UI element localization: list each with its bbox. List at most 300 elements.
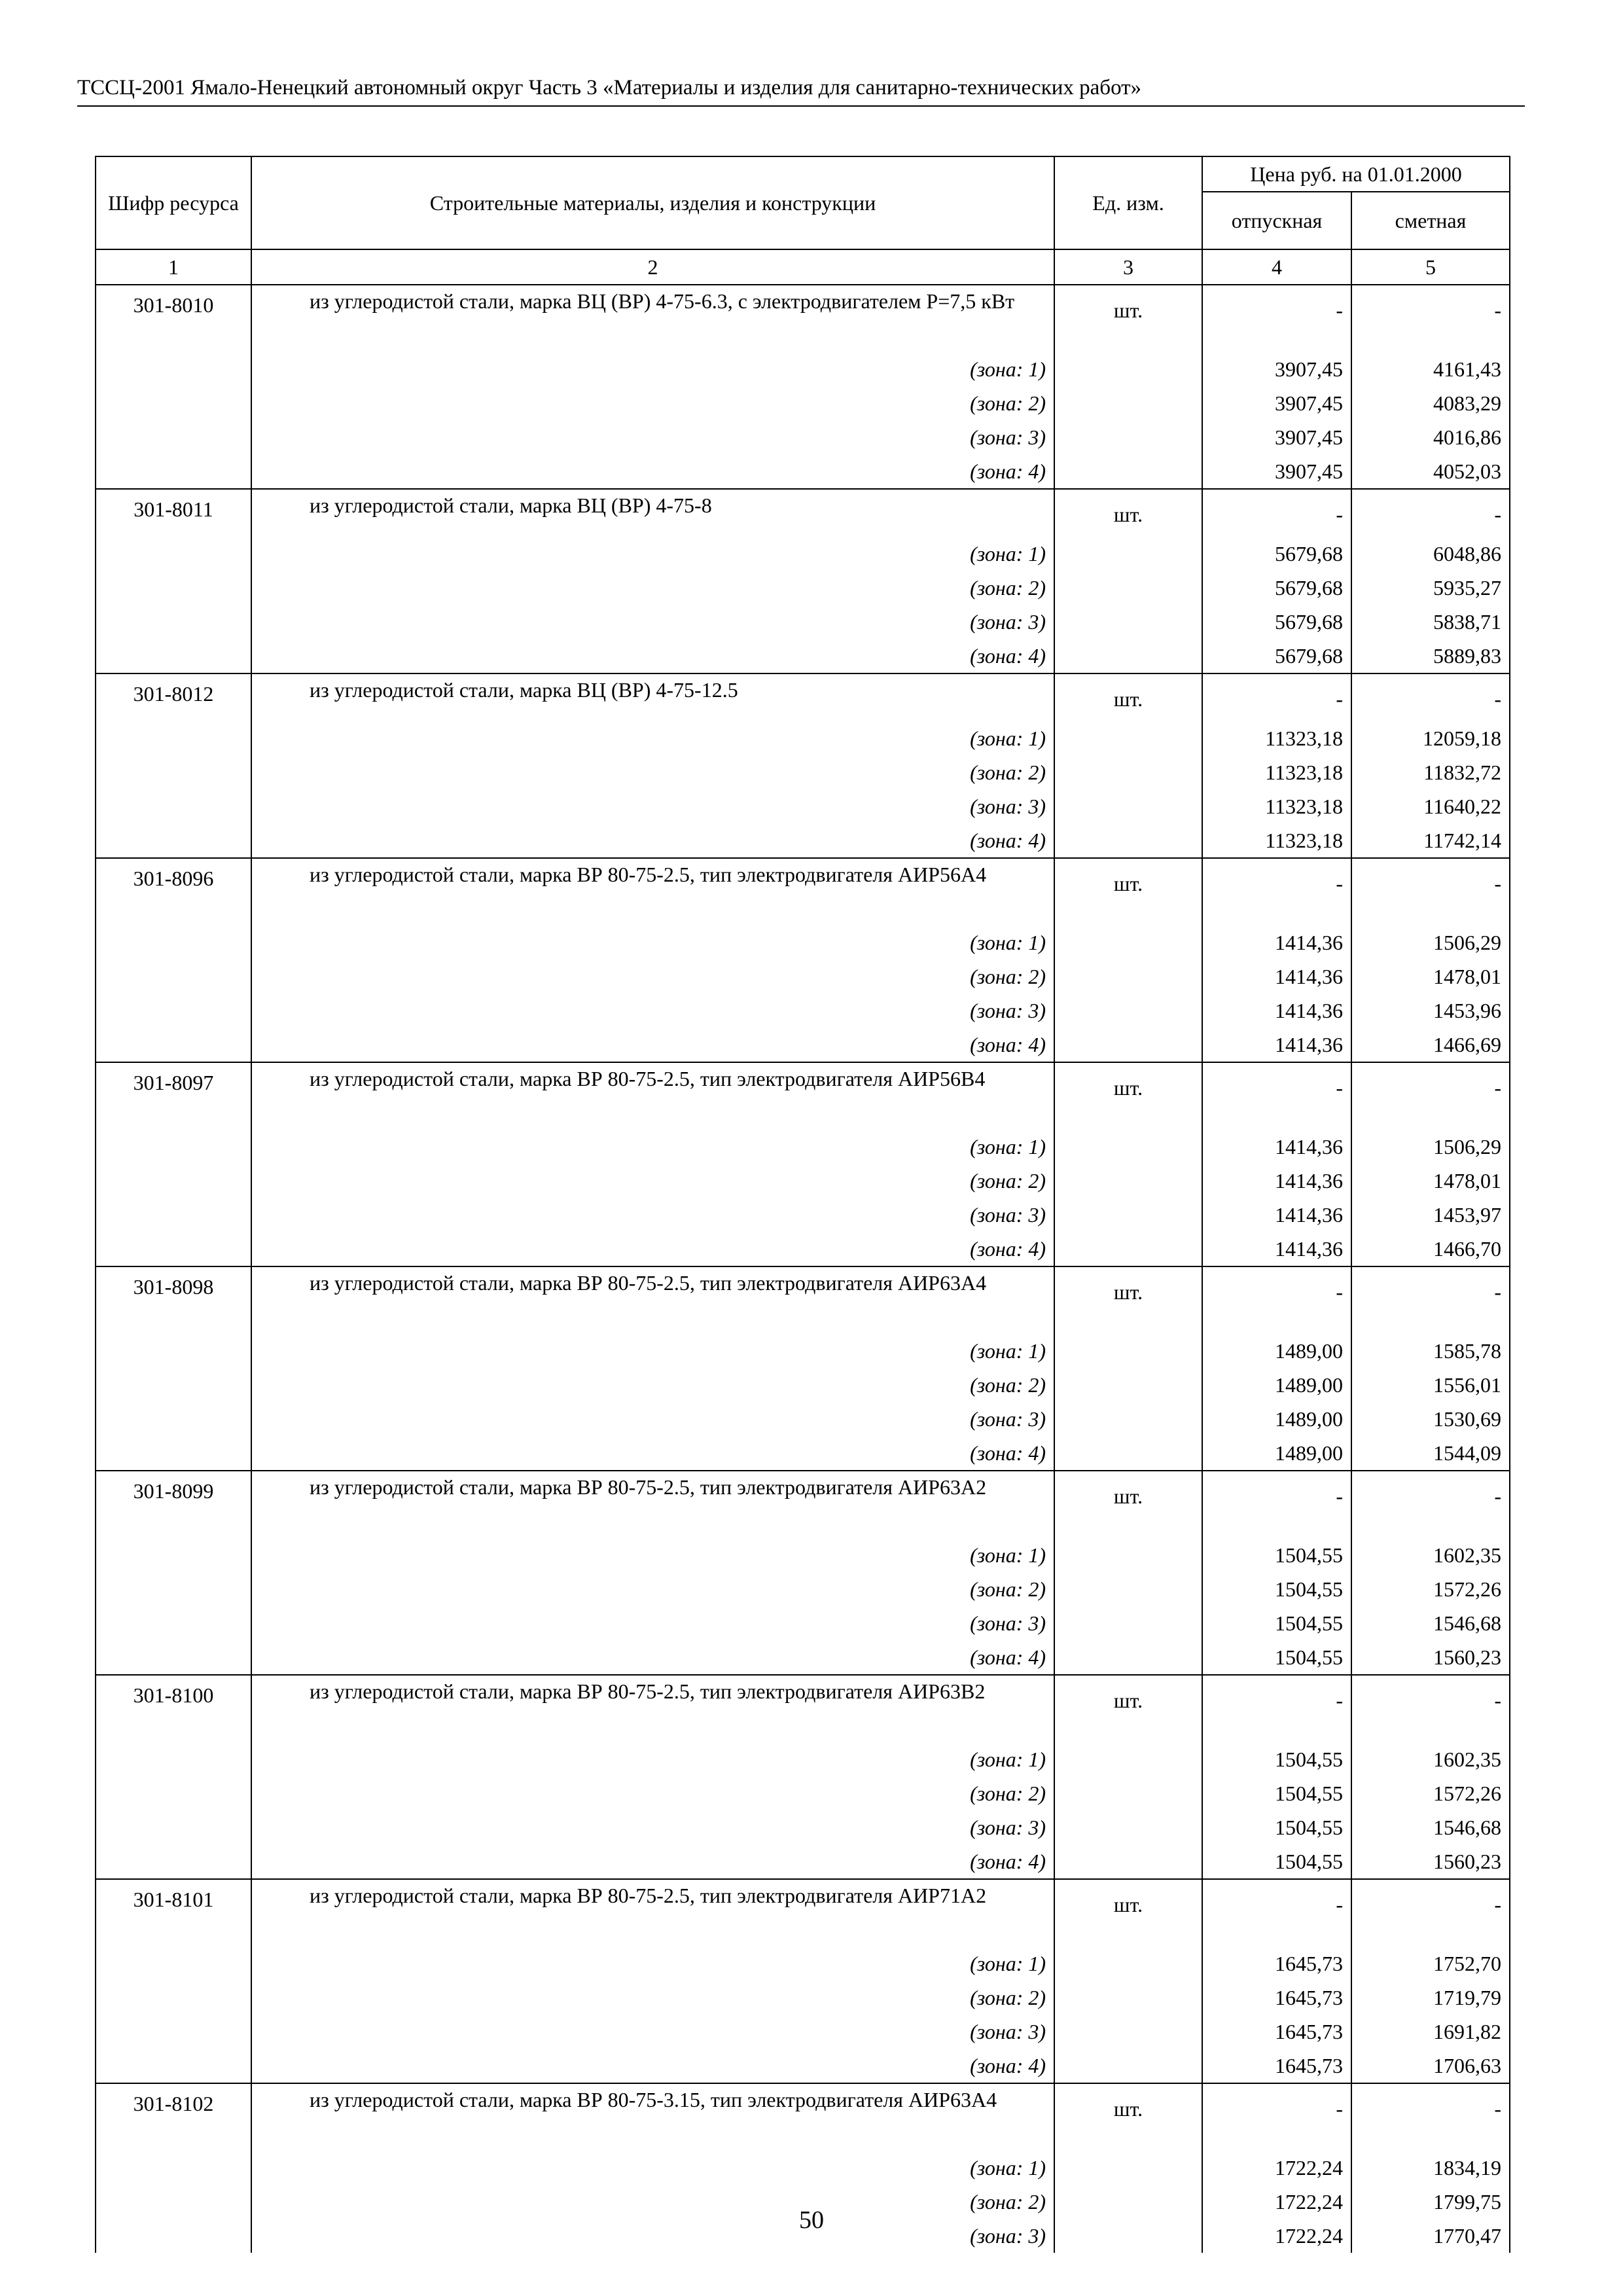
zone-price-estimate: 1544,09 <box>1351 1436 1510 1471</box>
zone-label: (зона: 1) <box>251 1130 1054 1164</box>
item-description: из углеродистой стали, марка ВР 80-75-2.5, тип электродвигателя АИР71А2 <box>251 1879 1054 1946</box>
zone-code-cell <box>96 1640 251 1675</box>
zone-unit-cell <box>1054 1130 1202 1164</box>
col-header-code: Шифр ресурса <box>96 156 251 249</box>
zone-row <box>96 2151 1510 2185</box>
zone-row <box>96 1538 1510 1572</box>
zone-unit-cell <box>1054 1368 1202 1402</box>
zone-row <box>96 1130 1510 1164</box>
zone-label: (зона: 4) <box>251 1436 1054 1471</box>
col-header-unit: Ед. изм. <box>1054 156 1202 249</box>
zone-label: (зона: 2) <box>251 960 1054 994</box>
resource-code: 301-8010 <box>96 285 251 352</box>
item-description: из углеродистой стали, марка ВР 80-75-2.5, тип электродвигателя АИР56А4 <box>251 858 1054 925</box>
zone-label: (зона: 3) <box>251 2015 1054 2049</box>
zone-label: (зона: 1) <box>251 1334 1054 1368</box>
zone-price-release: 5679,68 <box>1202 639 1351 673</box>
zone-label: (зона: 1) <box>251 925 1054 960</box>
col-number-1: 1 <box>96 249 251 285</box>
zone-price-estimate: 1602,35 <box>1351 1742 1510 1776</box>
zone-row <box>96 1198 1510 1232</box>
zone-label: (зона: 3) <box>251 1198 1054 1232</box>
zone-label: (зона: 4) <box>251 2049 1054 2083</box>
zone-price-estimate: 6048,86 <box>1351 537 1510 571</box>
zone-price-release: 1504,55 <box>1202 1844 1351 1879</box>
zone-unit-cell <box>1054 1742 1202 1776</box>
zone-unit-cell <box>1054 605 1202 639</box>
item-description: из углеродистой стали, марка ВР 80-75-2.5, тип электродвигателя АИР63А2 <box>251 1471 1054 1538</box>
zone-label: (зона: 4) <box>251 1844 1054 1879</box>
zone-code-cell <box>96 1402 251 1436</box>
price-release: - <box>1202 1879 1351 1946</box>
zone-price-release: 1489,00 <box>1202 1436 1351 1471</box>
zone-code-cell <box>96 1742 251 1776</box>
zone-price-release: 1645,73 <box>1202 2049 1351 2083</box>
zone-code-cell <box>96 1776 251 1810</box>
zone-row <box>96 925 1510 960</box>
zone-price-estimate: 5889,83 <box>1351 639 1510 673</box>
zone-price-release: 1722,24 <box>1202 2185 1351 2219</box>
zone-price-estimate: 1478,01 <box>1351 960 1510 994</box>
zone-code-cell <box>96 2049 251 2083</box>
item-description: из углеродистой стали, марка ВР 80-75-3.15, тип электродвигателя АИР63А4 <box>251 2083 1054 2151</box>
zone-label: (зона: 4) <box>251 823 1054 858</box>
zone-row <box>96 1606 1510 1640</box>
price-release: - <box>1202 1675 1351 1742</box>
zone-price-estimate: 1506,29 <box>1351 1130 1510 1164</box>
zone-price-release: 1414,36 <box>1202 925 1351 960</box>
zone-label: (зона: 3) <box>251 2219 1054 2253</box>
zone-price-estimate: 4016,86 <box>1351 420 1510 454</box>
zone-price-estimate: 1546,68 <box>1351 1606 1510 1640</box>
zone-price-release: 1722,24 <box>1202 2151 1351 2185</box>
zone-label: (зона: 4) <box>251 454 1054 489</box>
table-row <box>96 1675 1510 1742</box>
zone-code-cell <box>96 1946 251 1981</box>
zone-code-cell <box>96 755 251 789</box>
zone-price-estimate: 1770,47 <box>1351 2219 1510 2253</box>
zone-price-estimate: 4052,03 <box>1351 454 1510 489</box>
zone-price-release: 11323,18 <box>1202 755 1351 789</box>
zone-code-cell <box>96 1232 251 1266</box>
zone-unit-cell <box>1054 1844 1202 1879</box>
zone-row <box>96 1368 1510 1402</box>
price-estimate: - <box>1351 489 1510 537</box>
zone-price-release: 1414,36 <box>1202 1198 1351 1232</box>
zone-label: (зона: 3) <box>251 420 1054 454</box>
zone-price-release: 1504,55 <box>1202 1606 1351 1640</box>
resource-code: 301-8099 <box>96 1471 251 1538</box>
zone-row <box>96 1946 1510 1981</box>
price-estimate: - <box>1351 1471 1510 1538</box>
price-release: - <box>1202 673 1351 721</box>
table-row <box>96 1471 1510 1538</box>
zone-label: (зона: 2) <box>251 2185 1054 2219</box>
zone-unit-cell <box>1054 1810 1202 1844</box>
zone-label: (зона: 3) <box>251 1606 1054 1640</box>
resource-code: 301-8097 <box>96 1062 251 1130</box>
zone-code-cell <box>96 960 251 994</box>
zone-price-release: 1414,36 <box>1202 994 1351 1028</box>
zone-price-estimate: 1560,23 <box>1351 1640 1510 1675</box>
zone-code-cell <box>96 1810 251 1844</box>
zone-price-estimate: 1560,23 <box>1351 1844 1510 1879</box>
zone-price-release: 3907,45 <box>1202 420 1351 454</box>
zone-price-release: 1414,36 <box>1202 1164 1351 1198</box>
resource-code: 301-8101 <box>96 1879 251 1946</box>
zone-label: (зона: 1) <box>251 1946 1054 1981</box>
zone-price-release: 1504,55 <box>1202 1640 1351 1675</box>
zone-unit-cell <box>1054 1198 1202 1232</box>
zone-unit-cell <box>1054 2049 1202 2083</box>
header-rule <box>77 105 1525 107</box>
zone-price-release: 1414,36 <box>1202 960 1351 994</box>
zone-label: (зона: 1) <box>251 537 1054 571</box>
zone-price-estimate: 1585,78 <box>1351 1334 1510 1368</box>
zone-code-cell <box>96 571 251 605</box>
zone-price-estimate: 11832,72 <box>1351 755 1510 789</box>
zone-code-cell <box>96 537 251 571</box>
zone-row <box>96 1810 1510 1844</box>
table-row <box>96 1879 1510 1946</box>
zone-price-release: 5679,68 <box>1202 605 1351 639</box>
zone-unit-cell <box>1054 420 1202 454</box>
zone-unit-cell <box>1054 639 1202 673</box>
resource-code: 301-8098 <box>96 1266 251 1334</box>
zone-price-release: 1722,24 <box>1202 2219 1351 2253</box>
item-unit: шт. <box>1054 2083 1202 2151</box>
zone-label: (зона: 4) <box>251 1232 1054 1266</box>
zone-unit-cell <box>1054 1334 1202 1368</box>
zone-unit-cell <box>1054 1164 1202 1198</box>
col-header-release: отпускная <box>1202 192 1351 249</box>
zone-row <box>96 721 1510 755</box>
zone-label: (зона: 4) <box>251 639 1054 673</box>
zone-price-estimate: 11640,22 <box>1351 789 1510 823</box>
zone-code-cell <box>96 925 251 960</box>
zone-row <box>96 1028 1510 1062</box>
price-estimate: - <box>1351 858 1510 925</box>
zone-price-release: 3907,45 <box>1202 352 1351 386</box>
zone-code-cell <box>96 2151 251 2185</box>
zone-label: (зона: 4) <box>251 1028 1054 1062</box>
zone-price-estimate: 1546,68 <box>1351 1810 1510 1844</box>
zone-unit-cell <box>1054 1538 1202 1572</box>
zone-row <box>96 1844 1510 1879</box>
zone-row <box>96 755 1510 789</box>
zone-label: (зона: 2) <box>251 1164 1054 1198</box>
zone-label: (зона: 2) <box>251 1368 1054 1402</box>
zone-code-cell <box>96 721 251 755</box>
zone-unit-cell <box>1054 925 1202 960</box>
zone-row <box>96 454 1510 489</box>
zone-unit-cell <box>1054 823 1202 858</box>
zone-price-release: 1414,36 <box>1202 1130 1351 1164</box>
price-estimate: - <box>1351 285 1510 352</box>
zone-code-cell <box>96 1198 251 1232</box>
price-release: - <box>1202 1471 1351 1538</box>
zone-price-estimate: 1466,69 <box>1351 1028 1510 1062</box>
zone-price-estimate: 1466,70 <box>1351 1232 1510 1266</box>
zone-row <box>96 1742 1510 1776</box>
zone-unit-cell <box>1054 994 1202 1028</box>
zone-row <box>96 639 1510 673</box>
zone-unit-cell <box>1054 1606 1202 1640</box>
zone-price-estimate: 1453,97 <box>1351 1198 1510 1232</box>
zone-code-cell <box>96 352 251 386</box>
table-row <box>96 858 1510 925</box>
price-estimate: - <box>1351 1879 1510 1946</box>
zone-price-estimate: 12059,18 <box>1351 721 1510 755</box>
zone-price-release: 1504,55 <box>1202 1810 1351 1844</box>
zone-row <box>96 1232 1510 1266</box>
zone-code-cell <box>96 639 251 673</box>
zone-unit-cell <box>1054 1776 1202 1810</box>
col-header-price: Цена руб. на 01.01.2000 <box>1202 156 1510 192</box>
zone-price-release: 3907,45 <box>1202 454 1351 489</box>
zone-unit-cell <box>1054 1572 1202 1606</box>
zone-price-release: 11323,18 <box>1202 823 1351 858</box>
zone-label: (зона: 2) <box>251 571 1054 605</box>
zone-price-estimate: 1834,19 <box>1351 2151 1510 2185</box>
zone-price-release: 1504,55 <box>1202 1572 1351 1606</box>
zone-row <box>96 1640 1510 1675</box>
item-unit: шт. <box>1054 858 1202 925</box>
zone-label: (зона: 3) <box>251 1402 1054 1436</box>
zone-price-estimate: 1478,01 <box>1351 1164 1510 1198</box>
zone-label: (зона: 2) <box>251 386 1054 420</box>
item-unit: шт. <box>1054 489 1202 537</box>
table-row <box>96 285 1510 352</box>
zone-price-release: 5679,68 <box>1202 537 1351 571</box>
zone-label: (зона: 3) <box>251 605 1054 639</box>
zone-row <box>96 789 1510 823</box>
resource-code: 301-8096 <box>96 858 251 925</box>
zone-price-estimate: 1602,35 <box>1351 1538 1510 1572</box>
zone-code-cell <box>96 1606 251 1640</box>
price-release: - <box>1202 2083 1351 2151</box>
zone-price-estimate: 11742,14 <box>1351 823 1510 858</box>
zone-price-estimate: 5838,71 <box>1351 605 1510 639</box>
zone-row <box>96 571 1510 605</box>
zone-unit-cell <box>1054 1436 1202 1471</box>
zone-unit-cell <box>1054 386 1202 420</box>
zone-code-cell <box>96 994 251 1028</box>
zone-row <box>96 420 1510 454</box>
zone-label: (зона: 1) <box>251 352 1054 386</box>
zone-unit-cell <box>1054 960 1202 994</box>
item-description: из углеродистой стали, марка ВЦ (ВР) 4-75-6.3, с электродвигателем Р=7,5 кВт <box>251 285 1054 352</box>
zone-label: (зона: 2) <box>251 1572 1054 1606</box>
zone-code-cell <box>96 1334 251 1368</box>
zone-unit-cell <box>1054 352 1202 386</box>
zone-row <box>96 1334 1510 1368</box>
zone-code-cell <box>96 2015 251 2049</box>
zone-price-estimate: 1752,70 <box>1351 1946 1510 1981</box>
zone-row <box>96 823 1510 858</box>
price-release: - <box>1202 1266 1351 1334</box>
zone-price-estimate: 1719,79 <box>1351 1981 1510 2015</box>
col-number-2: 2 <box>251 249 1054 285</box>
zone-unit-cell <box>1054 721 1202 755</box>
table-row <box>96 1266 1510 1334</box>
zone-row <box>96 1981 1510 2015</box>
zone-code-cell <box>96 1164 251 1198</box>
resource-code: 301-8012 <box>96 673 251 721</box>
zone-label: (зона: 2) <box>251 1981 1054 2015</box>
zone-code-cell <box>96 605 251 639</box>
zone-unit-cell <box>1054 537 1202 571</box>
col-number-3: 3 <box>1054 249 1202 285</box>
zone-code-cell <box>96 454 251 489</box>
zone-price-release: 1645,73 <box>1202 1981 1351 2015</box>
page-number: 50 <box>799 2206 824 2234</box>
price-release: - <box>1202 285 1351 352</box>
zone-price-estimate: 1691,82 <box>1351 2015 1510 2049</box>
zone-price-estimate: 1506,29 <box>1351 925 1510 960</box>
zone-code-cell <box>96 1844 251 1879</box>
item-description: из углеродистой стали, марка ВР 80-75-2.5, тип электродвигателя АИР56В4 <box>251 1062 1054 1130</box>
zone-label: (зона: 3) <box>251 994 1054 1028</box>
zone-price-release: 1414,36 <box>1202 1232 1351 1266</box>
zone-code-cell <box>96 1368 251 1402</box>
item-description: из углеродистой стали, марка ВЦ (ВР) 4-75-8 <box>251 489 1054 537</box>
zone-code-cell <box>96 386 251 420</box>
price-release: - <box>1202 1062 1351 1130</box>
zone-row <box>96 537 1510 571</box>
item-unit: шт. <box>1054 673 1202 721</box>
item-unit: шт. <box>1054 1266 1202 1334</box>
zone-price-release: 3907,45 <box>1202 386 1351 420</box>
price-table <box>95 156 1510 2253</box>
price-estimate: - <box>1351 1266 1510 1334</box>
zone-label: (зона: 1) <box>251 1538 1054 1572</box>
zone-price-release: 11323,18 <box>1202 789 1351 823</box>
zone-price-estimate: 1556,01 <box>1351 1368 1510 1402</box>
zone-price-estimate: 1453,96 <box>1351 994 1510 1028</box>
item-description: из углеродистой стали, марка ВР 80-75-2.5, тип электродвигателя АИР63А4 <box>251 1266 1054 1334</box>
zone-unit-cell <box>1054 2015 1202 2049</box>
price-estimate: - <box>1351 1062 1510 1130</box>
zone-label: (зона: 4) <box>251 1640 1054 1675</box>
zone-label: (зона: 1) <box>251 1742 1054 1776</box>
price-estimate: - <box>1351 2083 1510 2151</box>
item-unit: шт. <box>1054 1062 1202 1130</box>
zone-price-release: 1645,73 <box>1202 1946 1351 1981</box>
zone-code-cell <box>96 823 251 858</box>
item-description: из углеродистой стали, марка ВЦ (ВР) 4-75-12.5 <box>251 673 1054 721</box>
zone-price-release: 1414,36 <box>1202 1028 1351 1062</box>
item-unit: шт. <box>1054 1879 1202 1946</box>
zone-price-release: 1504,55 <box>1202 1742 1351 1776</box>
col-header-name: Строительные материалы, изделия и конструкции <box>251 156 1054 249</box>
item-unit: шт. <box>1054 285 1202 352</box>
zone-price-estimate: 1572,26 <box>1351 1776 1510 1810</box>
price-estimate: - <box>1351 1675 1510 1742</box>
zone-code-cell <box>96 1538 251 1572</box>
zone-code-cell <box>96 1572 251 1606</box>
zone-code-cell <box>96 1436 251 1471</box>
zone-label: (зона: 3) <box>251 1810 1054 1844</box>
zone-code-cell <box>96 1981 251 2015</box>
resource-code: 301-8102 <box>96 2083 251 2151</box>
zone-row <box>96 352 1510 386</box>
zone-price-estimate: 4161,43 <box>1351 352 1510 386</box>
running-header: ТССЦ-2001 Ямало-Ненецкий автономный округ Часть 3 «Материалы и изделия для санитарно-технических работ» <box>77 76 1142 99</box>
zone-price-estimate: 1572,26 <box>1351 1572 1510 1606</box>
zone-row <box>96 1436 1510 1471</box>
zone-label: (зона: 1) <box>251 2151 1054 2185</box>
zone-price-estimate: 5935,27 <box>1351 571 1510 605</box>
table-row <box>96 1062 1510 1130</box>
zone-row <box>96 2015 1510 2049</box>
price-release: - <box>1202 858 1351 925</box>
zone-row <box>96 386 1510 420</box>
zone-unit-cell <box>1054 571 1202 605</box>
zone-price-release: 1504,55 <box>1202 1776 1351 1810</box>
zone-price-estimate: 4083,29 <box>1351 386 1510 420</box>
item-unit: шт. <box>1054 1471 1202 1538</box>
zone-code-cell <box>96 1130 251 1164</box>
zone-price-release: 5679,68 <box>1202 571 1351 605</box>
table-row <box>96 489 1510 537</box>
zone-unit-cell <box>1054 1232 1202 1266</box>
zone-code-cell <box>96 789 251 823</box>
zone-label: (зона: 1) <box>251 721 1054 755</box>
col-number-4: 4 <box>1202 249 1351 285</box>
item-description: из углеродистой стали, марка ВР 80-75-2.5, тип электродвигателя АИР63В2 <box>251 1675 1054 1742</box>
zone-price-release: 1645,73 <box>1202 2015 1351 2049</box>
zone-code-cell <box>96 420 251 454</box>
item-unit: шт. <box>1054 1675 1202 1742</box>
zone-unit-cell <box>1054 789 1202 823</box>
zone-price-release: 1489,00 <box>1202 1402 1351 1436</box>
zone-unit-cell <box>1054 1028 1202 1062</box>
zone-price-estimate: 1706,63 <box>1351 2049 1510 2083</box>
table-body <box>96 285 1510 2253</box>
table-row <box>96 673 1510 721</box>
zone-unit-cell <box>1054 755 1202 789</box>
zone-row <box>96 994 1510 1028</box>
zone-row <box>96 1164 1510 1198</box>
zone-label: (зона: 2) <box>251 1776 1054 1810</box>
zone-unit-cell <box>1054 2151 1202 2185</box>
zone-row <box>96 1402 1510 1436</box>
zone-unit-cell <box>1054 1981 1202 2015</box>
zone-label: (зона: 3) <box>251 789 1054 823</box>
zone-price-release: 1489,00 <box>1202 1368 1351 1402</box>
zone-price-estimate: 1799,75 <box>1351 2185 1510 2219</box>
zone-code-cell <box>96 1028 251 1062</box>
price-release: - <box>1202 489 1351 537</box>
zone-row <box>96 1776 1510 1810</box>
zone-row <box>96 605 1510 639</box>
zone-unit-cell <box>1054 1402 1202 1436</box>
resource-code: 301-8100 <box>96 1675 251 1742</box>
price-estimate: - <box>1351 673 1510 721</box>
table-row <box>96 2083 1510 2151</box>
zone-price-release: 1504,55 <box>1202 1538 1351 1572</box>
zone-row <box>96 1572 1510 1606</box>
zone-unit-cell <box>1054 454 1202 489</box>
zone-price-release: 1489,00 <box>1202 1334 1351 1368</box>
zone-row <box>96 2049 1510 2083</box>
zone-price-estimate: 1530,69 <box>1351 1402 1510 1436</box>
zone-unit-cell <box>1054 1946 1202 1981</box>
resource-code: 301-8011 <box>96 489 251 537</box>
col-header-estimate: сметная <box>1351 192 1510 249</box>
zone-unit-cell <box>1054 1640 1202 1675</box>
